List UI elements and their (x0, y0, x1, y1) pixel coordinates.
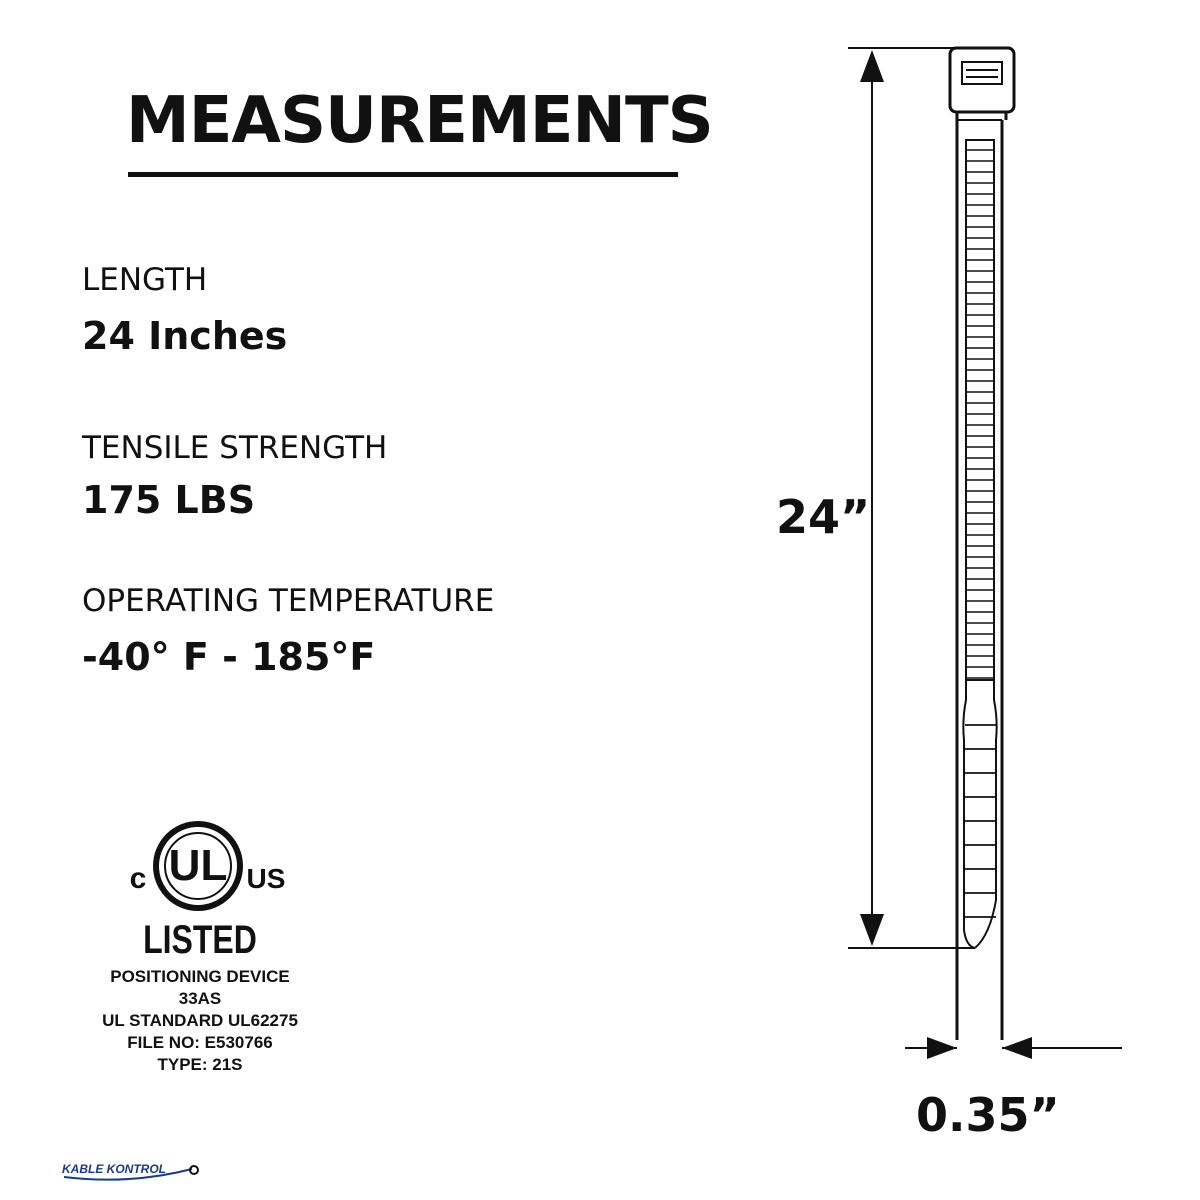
dimension-arrow-icon (860, 914, 884, 946)
ul-detail-line: POSITIONING DEVICE (110, 967, 290, 986)
ul-logo-text: UL (168, 841, 228, 890)
dimension-arrow-icon (1002, 1037, 1032, 1059)
brand-name: KABLE KONTROL (62, 1162, 166, 1176)
ul-detail-line: 33AS (178, 989, 222, 1008)
ul-detail-line: UL STANDARD UL62275 (102, 1011, 298, 1030)
spec-tensile-value: 175 LBS (82, 478, 256, 522)
dimension-arrow-icon (860, 50, 884, 82)
width-dimension-label: 0.35” (916, 1088, 1060, 1142)
dimension-arrow-icon (927, 1037, 957, 1059)
ul-detail-line: FILE NO: E530766 (127, 1033, 273, 1052)
spec-temperature-value: -40° F - 185°F (82, 635, 376, 679)
spec-temperature-label: OPERATING TEMPERATURE (82, 583, 495, 619)
ul-listed-text: LISTED (143, 918, 257, 962)
ul-detail-line: TYPE: 21S (157, 1055, 243, 1074)
ul-us-mark: US (246, 863, 286, 894)
spec-length-value: 24 Inches (82, 314, 288, 358)
spec-length-label: LENGTH (82, 262, 208, 298)
spec-tensile-label: TENSILE STRENGTH (82, 430, 388, 466)
ul-canada-mark: c (129, 862, 147, 895)
length-dimension-label: 24” (776, 490, 871, 544)
cable-tie-icon (950, 48, 1014, 1040)
page-title: MEASUREMENTS (126, 84, 713, 158)
